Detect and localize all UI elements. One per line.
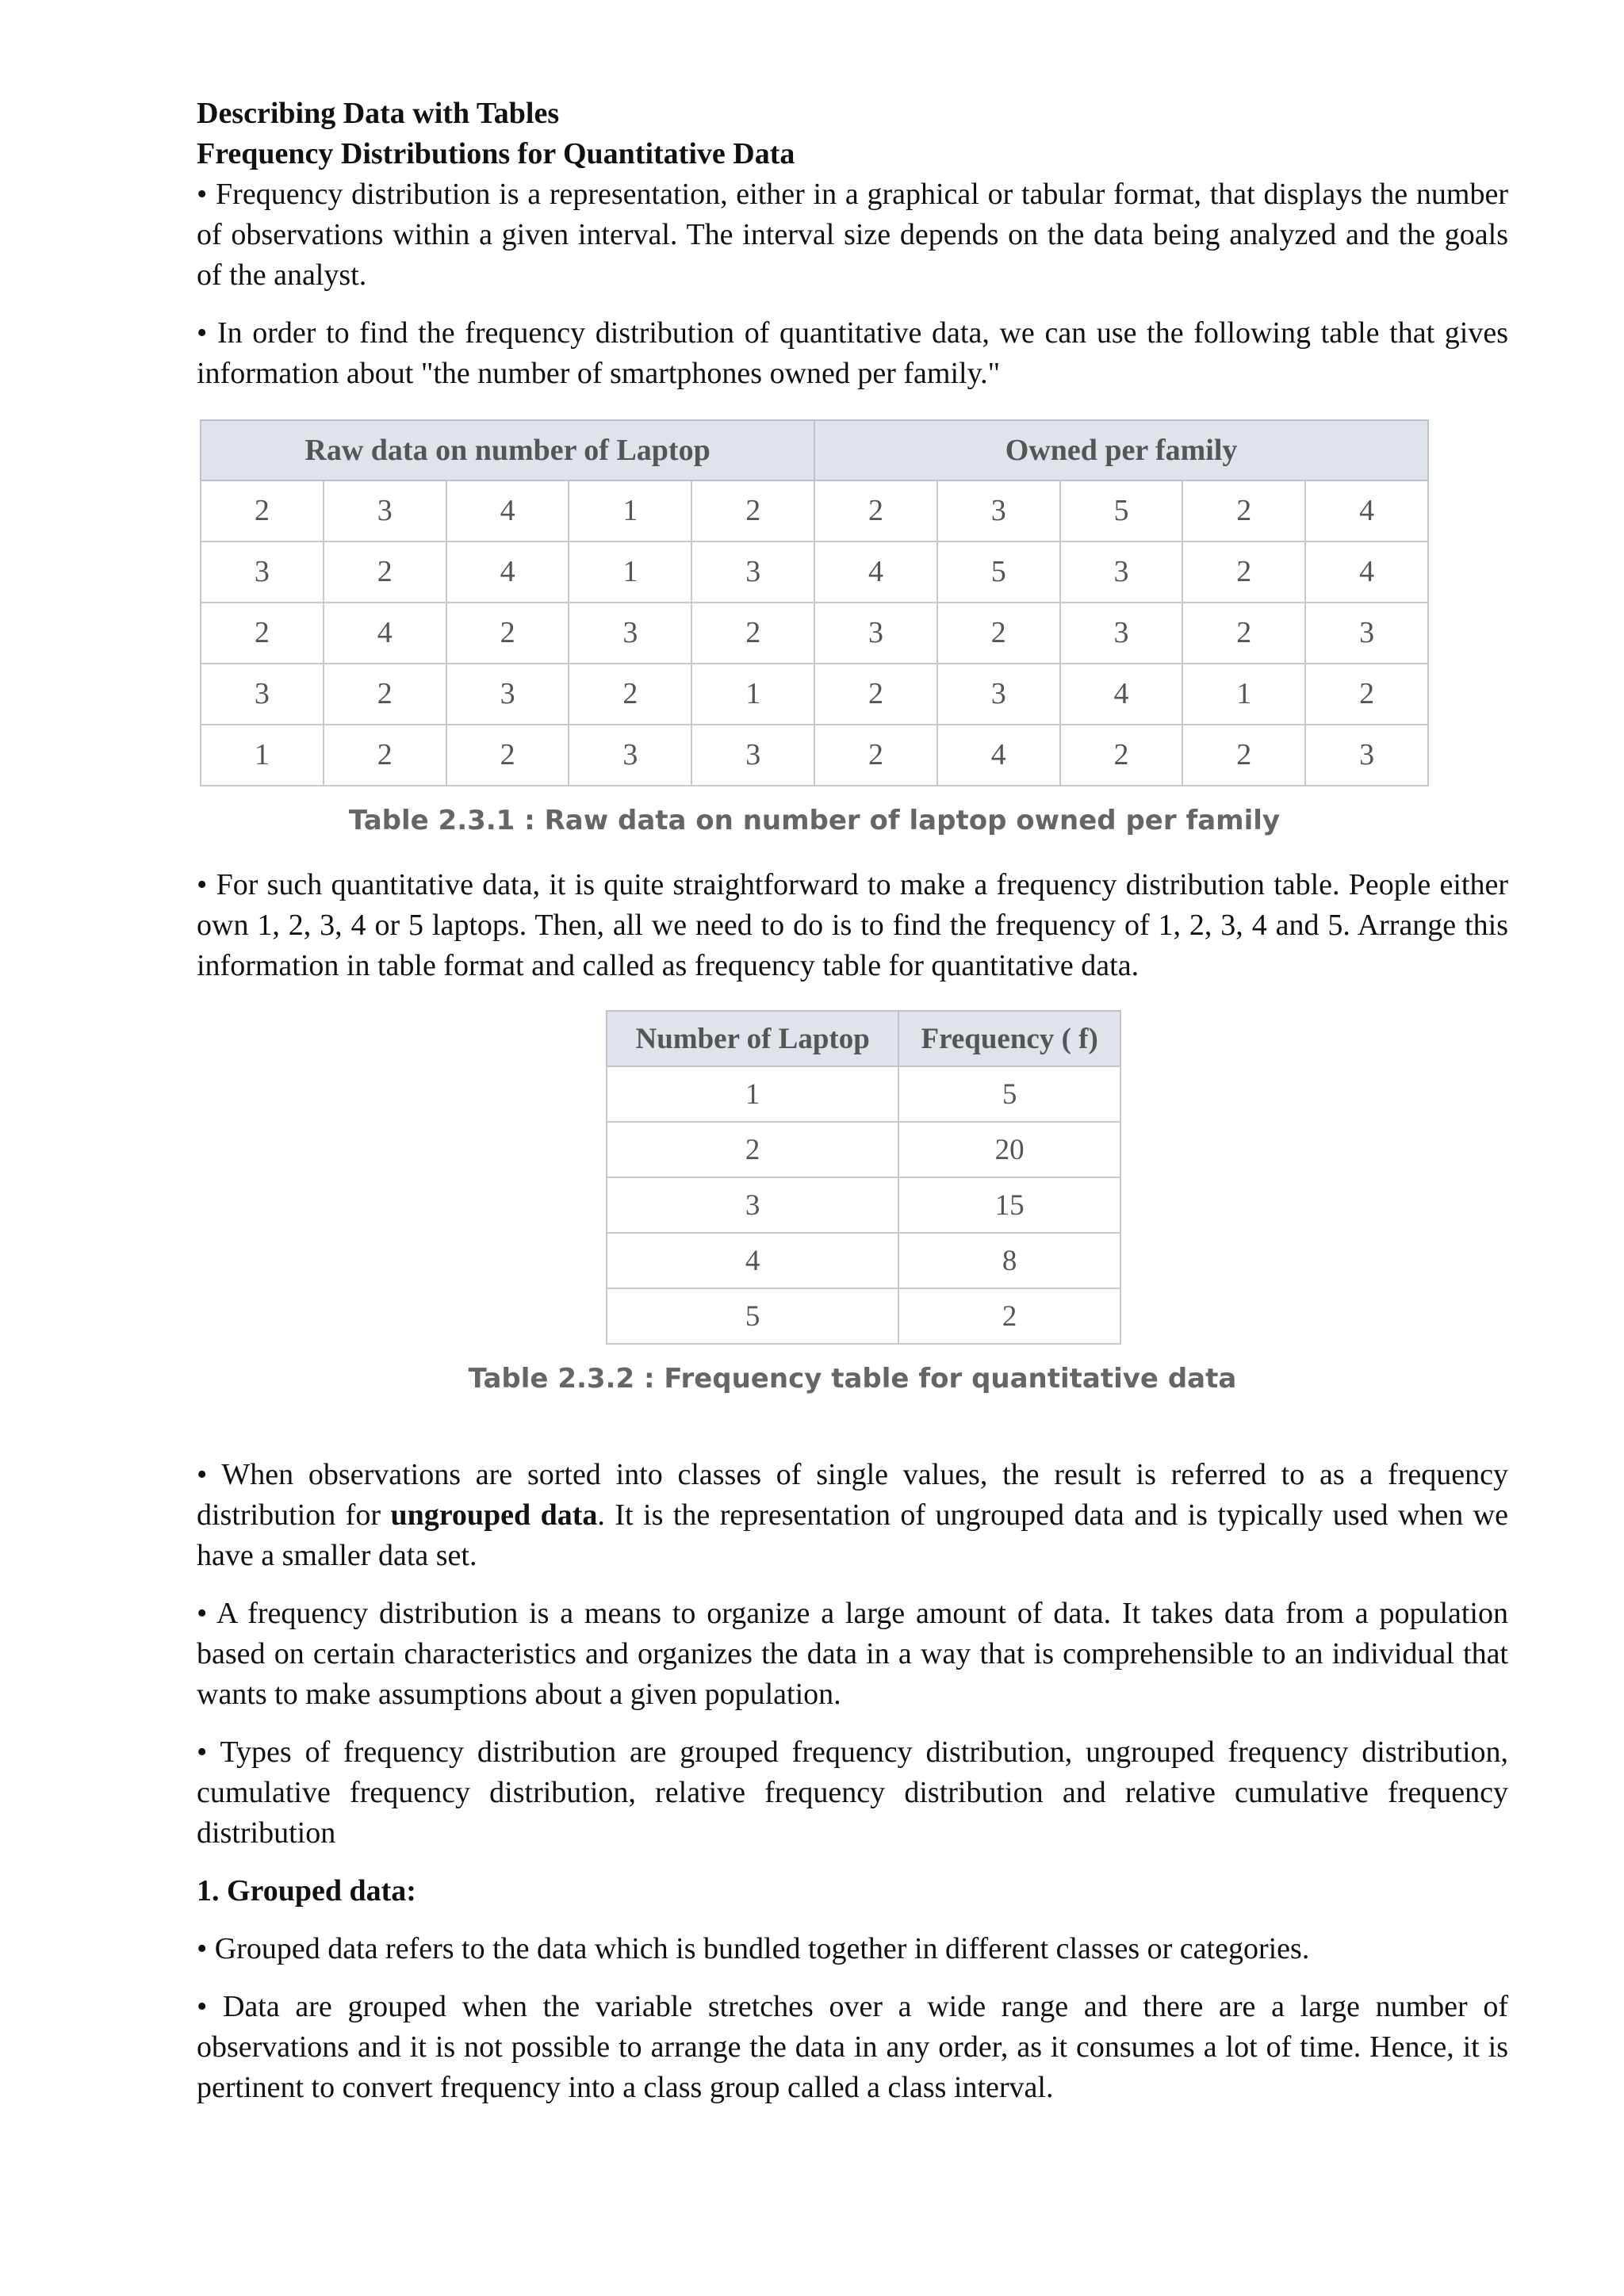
- frequency-table-container: [606, 1010, 1121, 1345]
- table-cell: 15: [898, 1177, 1120, 1233]
- table-row: [201, 480, 1428, 541]
- table-row: [201, 664, 1428, 725]
- table-cell: 3: [937, 480, 1060, 541]
- raw-table-header-left: Raw data on number of Laptop: [201, 420, 814, 480]
- table-cell: 2: [201, 480, 324, 541]
- table-cell: 2: [201, 603, 324, 664]
- table-cell: 3: [607, 1177, 898, 1233]
- table-cell: 3: [937, 664, 1060, 725]
- table-cell: 2: [446, 603, 569, 664]
- table-cell: 8: [898, 1233, 1120, 1288]
- document-page: [197, 94, 1508, 2126]
- table-cell: 20: [898, 1122, 1120, 1177]
- table-cell: 5: [1060, 480, 1183, 541]
- paragraph-organize: • A frequency distribution is a means to organize a large amount of data. It takes data from a population based on certain characteristics and organizes the data in a way that is comprehensible to an individual that wants to make assumptions about a given population.: [197, 1597, 1508, 1711]
- table-cell: 4: [1060, 664, 1183, 725]
- grouped-data-heading: 1. Grouped data:: [197, 1874, 416, 1908]
- raw-table-caption: Table 2.3.1 : Raw data on number of laptop owned per family: [348, 805, 1281, 836]
- table-row: [607, 1233, 1120, 1288]
- table-cell: 2: [1060, 725, 1183, 786]
- table-cell: 3: [201, 664, 324, 725]
- table-cell: 2: [937, 603, 1060, 664]
- paragraph-grouped-definition: • Grouped data refers to the data which is bundled together in different classes or categories.: [197, 1932, 1310, 1965]
- table-cell: 2: [324, 725, 446, 786]
- table-cell: 2: [1182, 480, 1305, 541]
- table-row: [201, 603, 1428, 664]
- table-cell: 1: [1182, 664, 1305, 725]
- freq-table-header-laptops: Number of Laptop: [607, 1011, 898, 1066]
- sub-heading: Frequency Distributions for Quantitative Data: [197, 137, 795, 170]
- ungrouped-data-term: ungrouped data: [390, 1498, 598, 1532]
- table-cell: 2: [446, 725, 569, 786]
- table-cell: 2: [691, 480, 814, 541]
- paragraph-grouped-reason: • Data are grouped when the variable stretches over a wide range and there are a large number of observations and it is not possible to arrange the data in any order, as it consumes a lot of time. Hence, it is pertinent to convert frequency into a class group called a class interval.: [197, 1990, 1508, 2104]
- table-cell: 2: [898, 1288, 1120, 1344]
- table-cell: 2: [691, 603, 814, 664]
- paragraph-intro-table: • In order to find the frequency distribution of quantitative data, we can use the following table that gives information about "the number of smartphones owned per family.": [197, 316, 1508, 390]
- table-row: [607, 1122, 1120, 1177]
- table-row: [607, 1288, 1120, 1344]
- table-cell: 1: [569, 541, 691, 603]
- raw-data-table-container: [200, 419, 1429, 841]
- table-cell: 2: [324, 664, 446, 725]
- table-cell: 2: [1182, 725, 1305, 786]
- table-cell: 1: [607, 1066, 898, 1122]
- paragraph-frequency-explanation: • For such quantitative data, it is quite straightforward to make a frequency distribution table. People either own 1, 2, 3, 4 or 5 laptops. Then, all we need to do is to find the frequency of 1, 2, 3, 4 and 5. Arrange this information in table format and called as frequency table for quantitative data.: [197, 868, 1508, 982]
- paragraph-ungrouped: [197, 1455, 1508, 1576]
- table-cell: 2: [1182, 541, 1305, 603]
- table-cell: 3: [1305, 725, 1428, 786]
- paragraph-definition: • Frequency distribution is a representation, either in a graphical or tabular format, that displays the number of observations within a given interval. The interval size depends on the data being analyzed and the goals of the analyst.: [197, 178, 1508, 292]
- table-row: [607, 1066, 1120, 1122]
- table-cell: 2: [1182, 603, 1305, 664]
- table-cell: 4: [1305, 480, 1428, 541]
- table-cell: 4: [1305, 541, 1428, 603]
- table-cell: 3: [324, 480, 446, 541]
- table-cell: 4: [446, 541, 569, 603]
- table-cell: 2: [607, 1122, 898, 1177]
- table-row: [607, 1177, 1120, 1233]
- table-cell: 4: [324, 603, 446, 664]
- table-cell: 2: [1305, 664, 1428, 725]
- freq-table-header-frequency: Frequency ( f): [898, 1011, 1120, 1066]
- table-cell: 1: [201, 725, 324, 786]
- table-cell: 2: [324, 541, 446, 603]
- table-cell: 5: [898, 1066, 1120, 1122]
- table-cell: 3: [569, 725, 691, 786]
- ungrouped-text-before: • When observations are sorted into classes of single values, the result is referred to as a frequency distribution for: [197, 1458, 1508, 1532]
- table-cell: 5: [937, 541, 1060, 603]
- table-cell: 3: [691, 541, 814, 603]
- table-cell: 1: [691, 664, 814, 725]
- table-cell: 4: [937, 725, 1060, 786]
- table-cell: 2: [814, 725, 937, 786]
- table-cell: 2: [569, 664, 691, 725]
- raw-data-table: [200, 419, 1429, 786]
- table-cell: 2: [814, 480, 937, 541]
- main-heading: Describing Data with Tables: [197, 97, 560, 130]
- table-cell: 3: [691, 725, 814, 786]
- table-cell: 2: [814, 664, 937, 725]
- table-cell: 4: [814, 541, 937, 603]
- frequency-table: [606, 1010, 1121, 1345]
- table-cell: 3: [446, 664, 569, 725]
- table-cell: 1: [569, 480, 691, 541]
- table-cell: 4: [446, 480, 569, 541]
- ungrouped-text-after: . It is the representation of ungrouped data and is typically used when we have a smaller data set.: [197, 1498, 1508, 1572]
- table-cell: 3: [1060, 603, 1183, 664]
- table-cell: 3: [1060, 541, 1183, 603]
- table-cell: 3: [1305, 603, 1428, 664]
- table-cell: 3: [569, 603, 691, 664]
- table-cell: 3: [814, 603, 937, 664]
- table-cell: 5: [607, 1288, 898, 1344]
- frequency-table-caption: Table 2.3.2 : Frequency table for quantitative data: [468, 1363, 1237, 1395]
- table-row: [201, 725, 1428, 786]
- table-cell: 4: [607, 1233, 898, 1288]
- table-cell: 3: [201, 541, 324, 603]
- paragraph-types: • Types of frequency distribution are grouped frequency distribution, ungrouped frequency distribution, cumulative frequency distribution, relative frequency distribution and relative cumulative frequency distribution: [197, 1735, 1508, 1850]
- raw-table-header-right: Owned per family: [814, 420, 1428, 480]
- table-row: [201, 541, 1428, 603]
